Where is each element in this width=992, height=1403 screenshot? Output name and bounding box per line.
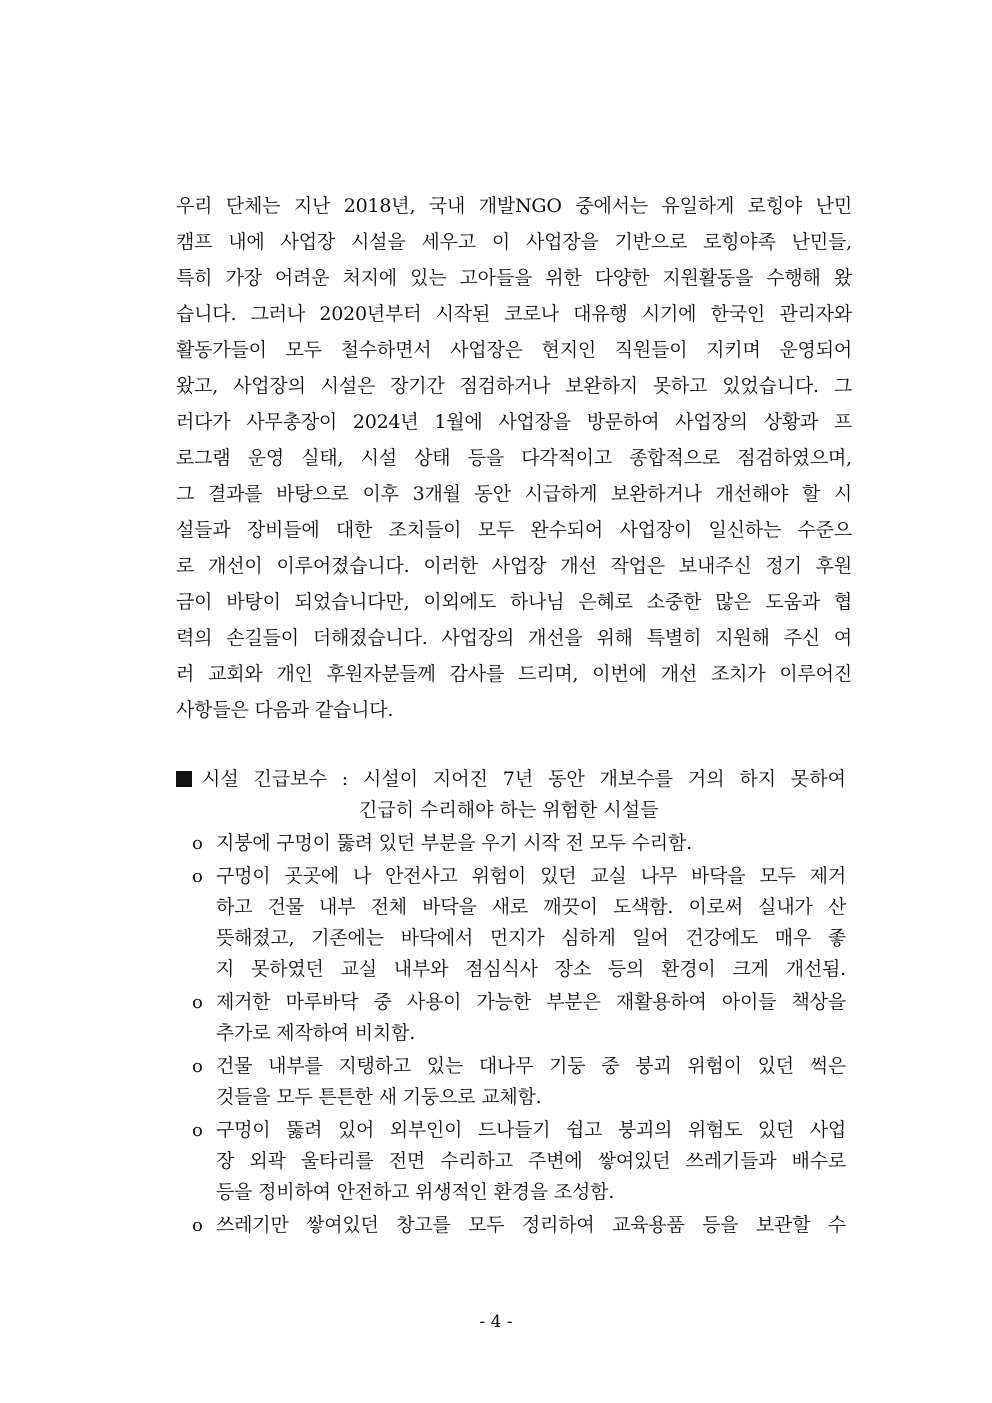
list-item <box>176 987 846 1049</box>
section-heading <box>176 764 846 795</box>
list-item-text: 구멍이 뚫려 있어 외부인이 드나들기 쉽고 붕괴의 위험도 있던 사업 <box>216 1119 846 1141</box>
list-item-text: 장 외곽 울타리를 전면 수리하고 주변에 쌓여있던 쓰레기들과 배수로 <box>216 1150 846 1172</box>
circle-bullet-icon: o <box>192 992 203 1013</box>
paragraph-line: 설들과 장비들에 대한 조치들이 모두 완수되어 사업장이 일신하는 수준으 <box>176 519 852 541</box>
circle-bullet-icon: o <box>192 866 203 887</box>
list-item-text: 구멍이 곳곳에 나 안전사고 위험이 있던 교실 나무 바닥을 모두 제거 <box>216 865 846 887</box>
list-item-text: 추가로 제작하여 비치함. <box>216 1022 416 1044</box>
list-item-text: 쓰레기만 쌓여있던 창고를 모두 정리하여 교육용품 등을 보관할 수 <box>216 1214 846 1236</box>
paragraph-line: 활동가들이 모두 철수하면서 사업장은 현지인 직원들이 지키며 운영되어 <box>176 339 852 361</box>
circle-bullet-icon: o <box>192 833 203 854</box>
list-item-text: 제거한 마루바닥 중 사용이 가능한 부분은 재활용하여 아이들 책상을 <box>216 991 846 1013</box>
page-number: - 4 - <box>479 1312 513 1332</box>
intro-paragraph <box>176 188 852 728</box>
paragraph-line: 캠프 내에 사업장 시설을 세우고 이 사업장을 기반으로 로힝야족 난민들, <box>176 231 852 253</box>
list-item-text: 하고 건물 내부 전체 바닥을 새로 깨끗이 도색함. 이로써 실내가 산 <box>216 896 846 918</box>
paragraph-line: 력의 손길들이 더해졌습니다. 사업장의 개선을 위해 특별히 지원해 주신 여 <box>176 627 852 649</box>
section-heading-continuation: 긴급히 수리해야 하는 위험한 시설들 <box>359 799 659 821</box>
circle-bullet-icon: o <box>192 1120 203 1141</box>
section-heading-text: 시설 긴급보수 : 시설이 지어진 7년 동안 개보수를 거의 하지 못하여 <box>202 768 846 790</box>
paragraph-line: 특히 가장 어려운 처지에 있는 고아들을 위한 다양한 지원활동을 수행해 왔 <box>176 267 852 289</box>
facility-repair-section <box>176 764 846 1241</box>
list-item-text: 지 못하였던 교실 내부와 점심식사 장소 등의 환경이 크게 개선됨. <box>216 958 846 980</box>
list-item <box>176 1051 846 1113</box>
circle-bullet-icon: o <box>192 1215 203 1236</box>
list-item-text: 건물 내부를 지탱하고 있는 대나무 기둥 중 붕괴 위험이 있던 썩은 <box>216 1055 846 1077</box>
paragraph-line: 사항들은 다음과 같습니다. <box>176 699 394 721</box>
paragraph-line: 습니다. 그러나 2020년부터 시작된 코로나 대유행 시기에 한국인 관리자와 <box>176 303 852 325</box>
list-item <box>176 1210 846 1241</box>
paragraph-line: 로그램 운영 실태, 시설 상태 등을 다각적이고 종합적으로 점검하였으며, <box>176 447 852 469</box>
list-item <box>176 861 846 985</box>
list-item <box>176 828 846 859</box>
paragraph-line: 러 교회와 개인 후원자분들께 감사를 드리며, 이번에 개선 조치가 이루어진 <box>176 663 852 685</box>
square-bullet-icon <box>176 771 192 787</box>
list-item-text: 지붕에 구멍이 뚫려 있던 부분을 우기 시작 전 모두 수리함. <box>216 832 692 854</box>
list-item <box>176 1115 846 1208</box>
paragraph-line: 그 결과를 바탕으로 이후 3개월 동안 시급하게 보완하거나 개선해야 할 시 <box>176 483 852 505</box>
paragraph-line: 왔고, 사업장의 시설은 장기간 점검하거나 보완하지 못하고 있었습니다. 그 <box>176 375 852 397</box>
list-item-text: 것들을 모두 튼튼한 새 기둥으로 교체함. <box>216 1086 542 1108</box>
paragraph-line: 러다가 사무총장이 2024년 1월에 사업장을 방문하여 사업장의 상황과 프 <box>176 411 852 433</box>
paragraph-line: 로 개선이 이루어졌습니다. 이러한 사업장 개선 작업은 보내주신 정기 후원 <box>176 555 852 577</box>
paragraph-line: 금이 바탕이 되었습니다만, 이외에도 하나님 은혜로 소중한 많은 도움과 협 <box>176 591 852 613</box>
list-item-text: 등을 정비하여 안전하고 위생적인 환경을 조성함. <box>216 1181 615 1203</box>
paragraph-line: 우리 단체는 지난 2018년, 국내 개발NGO 중에서는 유일하게 로힝야 난민 <box>176 195 852 217</box>
list-item-text: 뜻해졌고, 기존에는 바닥에서 먼지가 심하게 일어 건강에도 매우 좋 <box>216 927 846 949</box>
circle-bullet-icon: o <box>192 1056 203 1077</box>
